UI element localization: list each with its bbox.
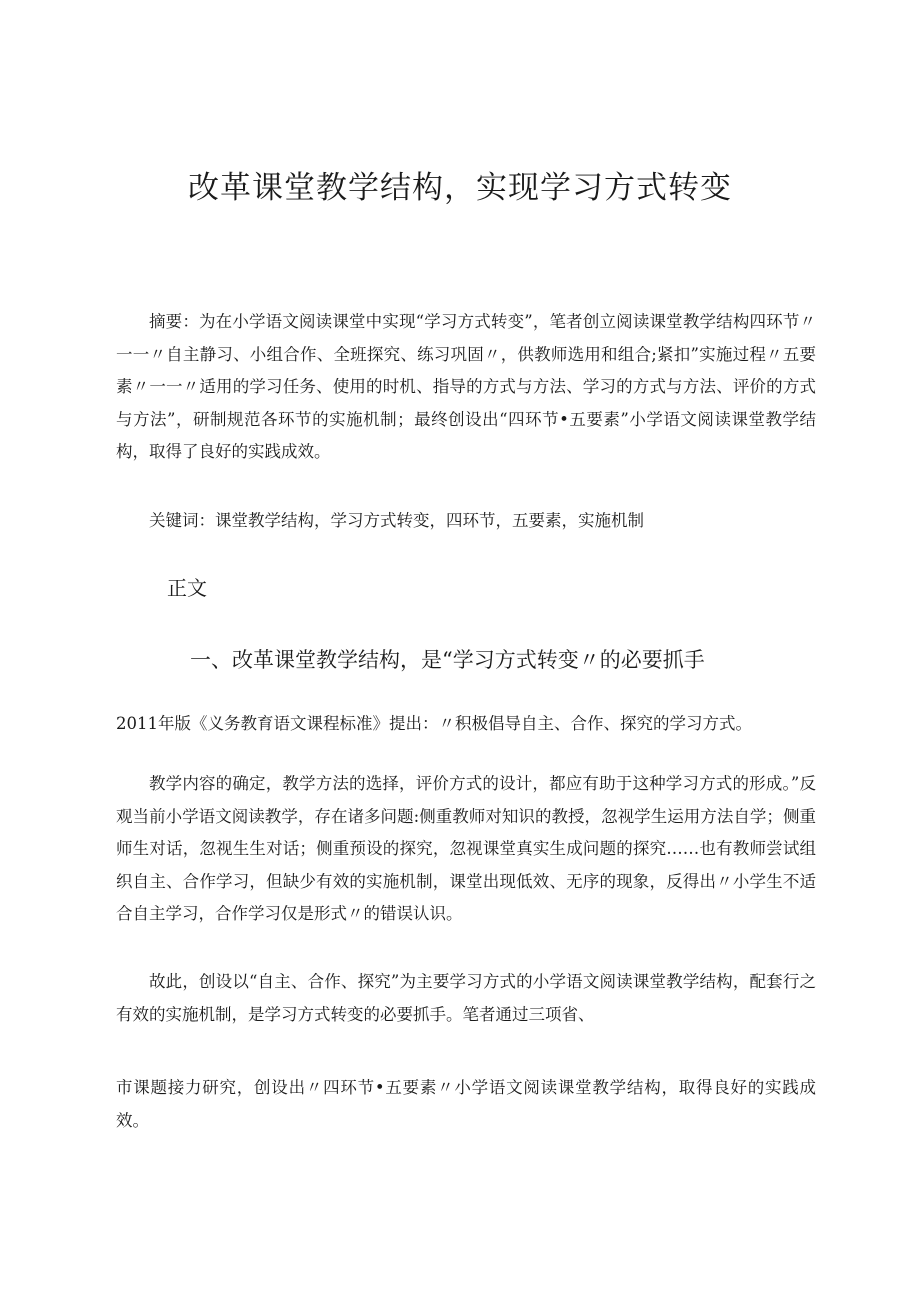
abstract-paragraph: 摘要：为在小学语文阅读课堂中实现“学习方式转变”，笔者创立阅读课堂教学结构四环节〃一一〃自主静习、小组合作、全班探究、练习巩固〃，供教师选用和组合;紧扣”实施过程〃五要素〃一一〃适用的学习任务、使用的时机、指导的方式与方法、学习的方式与方法、评价的方式与方法”，研制规范各环节的实施机制；最终创设出“四环节•五要素”小学语文阅读课堂教学结构，取得了良好的实践成效。 — [116, 312, 816, 461]
section-heading: 一、改革课堂教学结构，是“学习方式转变〃的必要抓手 — [190, 648, 705, 672]
keywords-line: 关键词：课堂教学结构，学习方式转变，四环节，五要素，实施机制 — [149, 511, 644, 530]
paragraph: 市课题接力研究，创设出〃四环节•五要素〃小学语文阅读课堂教学结构，取得良好的实践成效。 — [116, 1078, 816, 1130]
paragraph: 教学内容的确定，教学方法的选择，评价方式的设计，都应有助于这种学习方式的形成。”反观当前小学语文阅读教学，存在诸多问题:侧重教师对知识的教授，忽视学生运用方法自学；侧重师生对话，忽视生生对话；侧重预设的探究，忽视课堂真实生成问题的探究……也有教师尝试组织自主、合作学习，但缺少有效的实施机制，课堂出现低效、无序的现象，反得出〃小学生不适合自主学习，合作学习仅是形式〃的错误认识。 — [116, 774, 816, 923]
paragraph: 故此，创设以“自主、合作、探究”为主要学习方式的小学语文阅读课堂教学结构，配套行之有效的实施机制，是学习方式转变的必要抓手。笔者通过三项省、 — [116, 972, 816, 1024]
body-heading: 正文 — [167, 576, 207, 600]
document-title: 改革课堂教学结构，实现学习方式转变 — [188, 170, 732, 206]
paragraph: 2011年版《义务教育语文课程标准》提出：〃积极倡导自主、合作、探究的学习方式。 — [116, 714, 752, 733]
